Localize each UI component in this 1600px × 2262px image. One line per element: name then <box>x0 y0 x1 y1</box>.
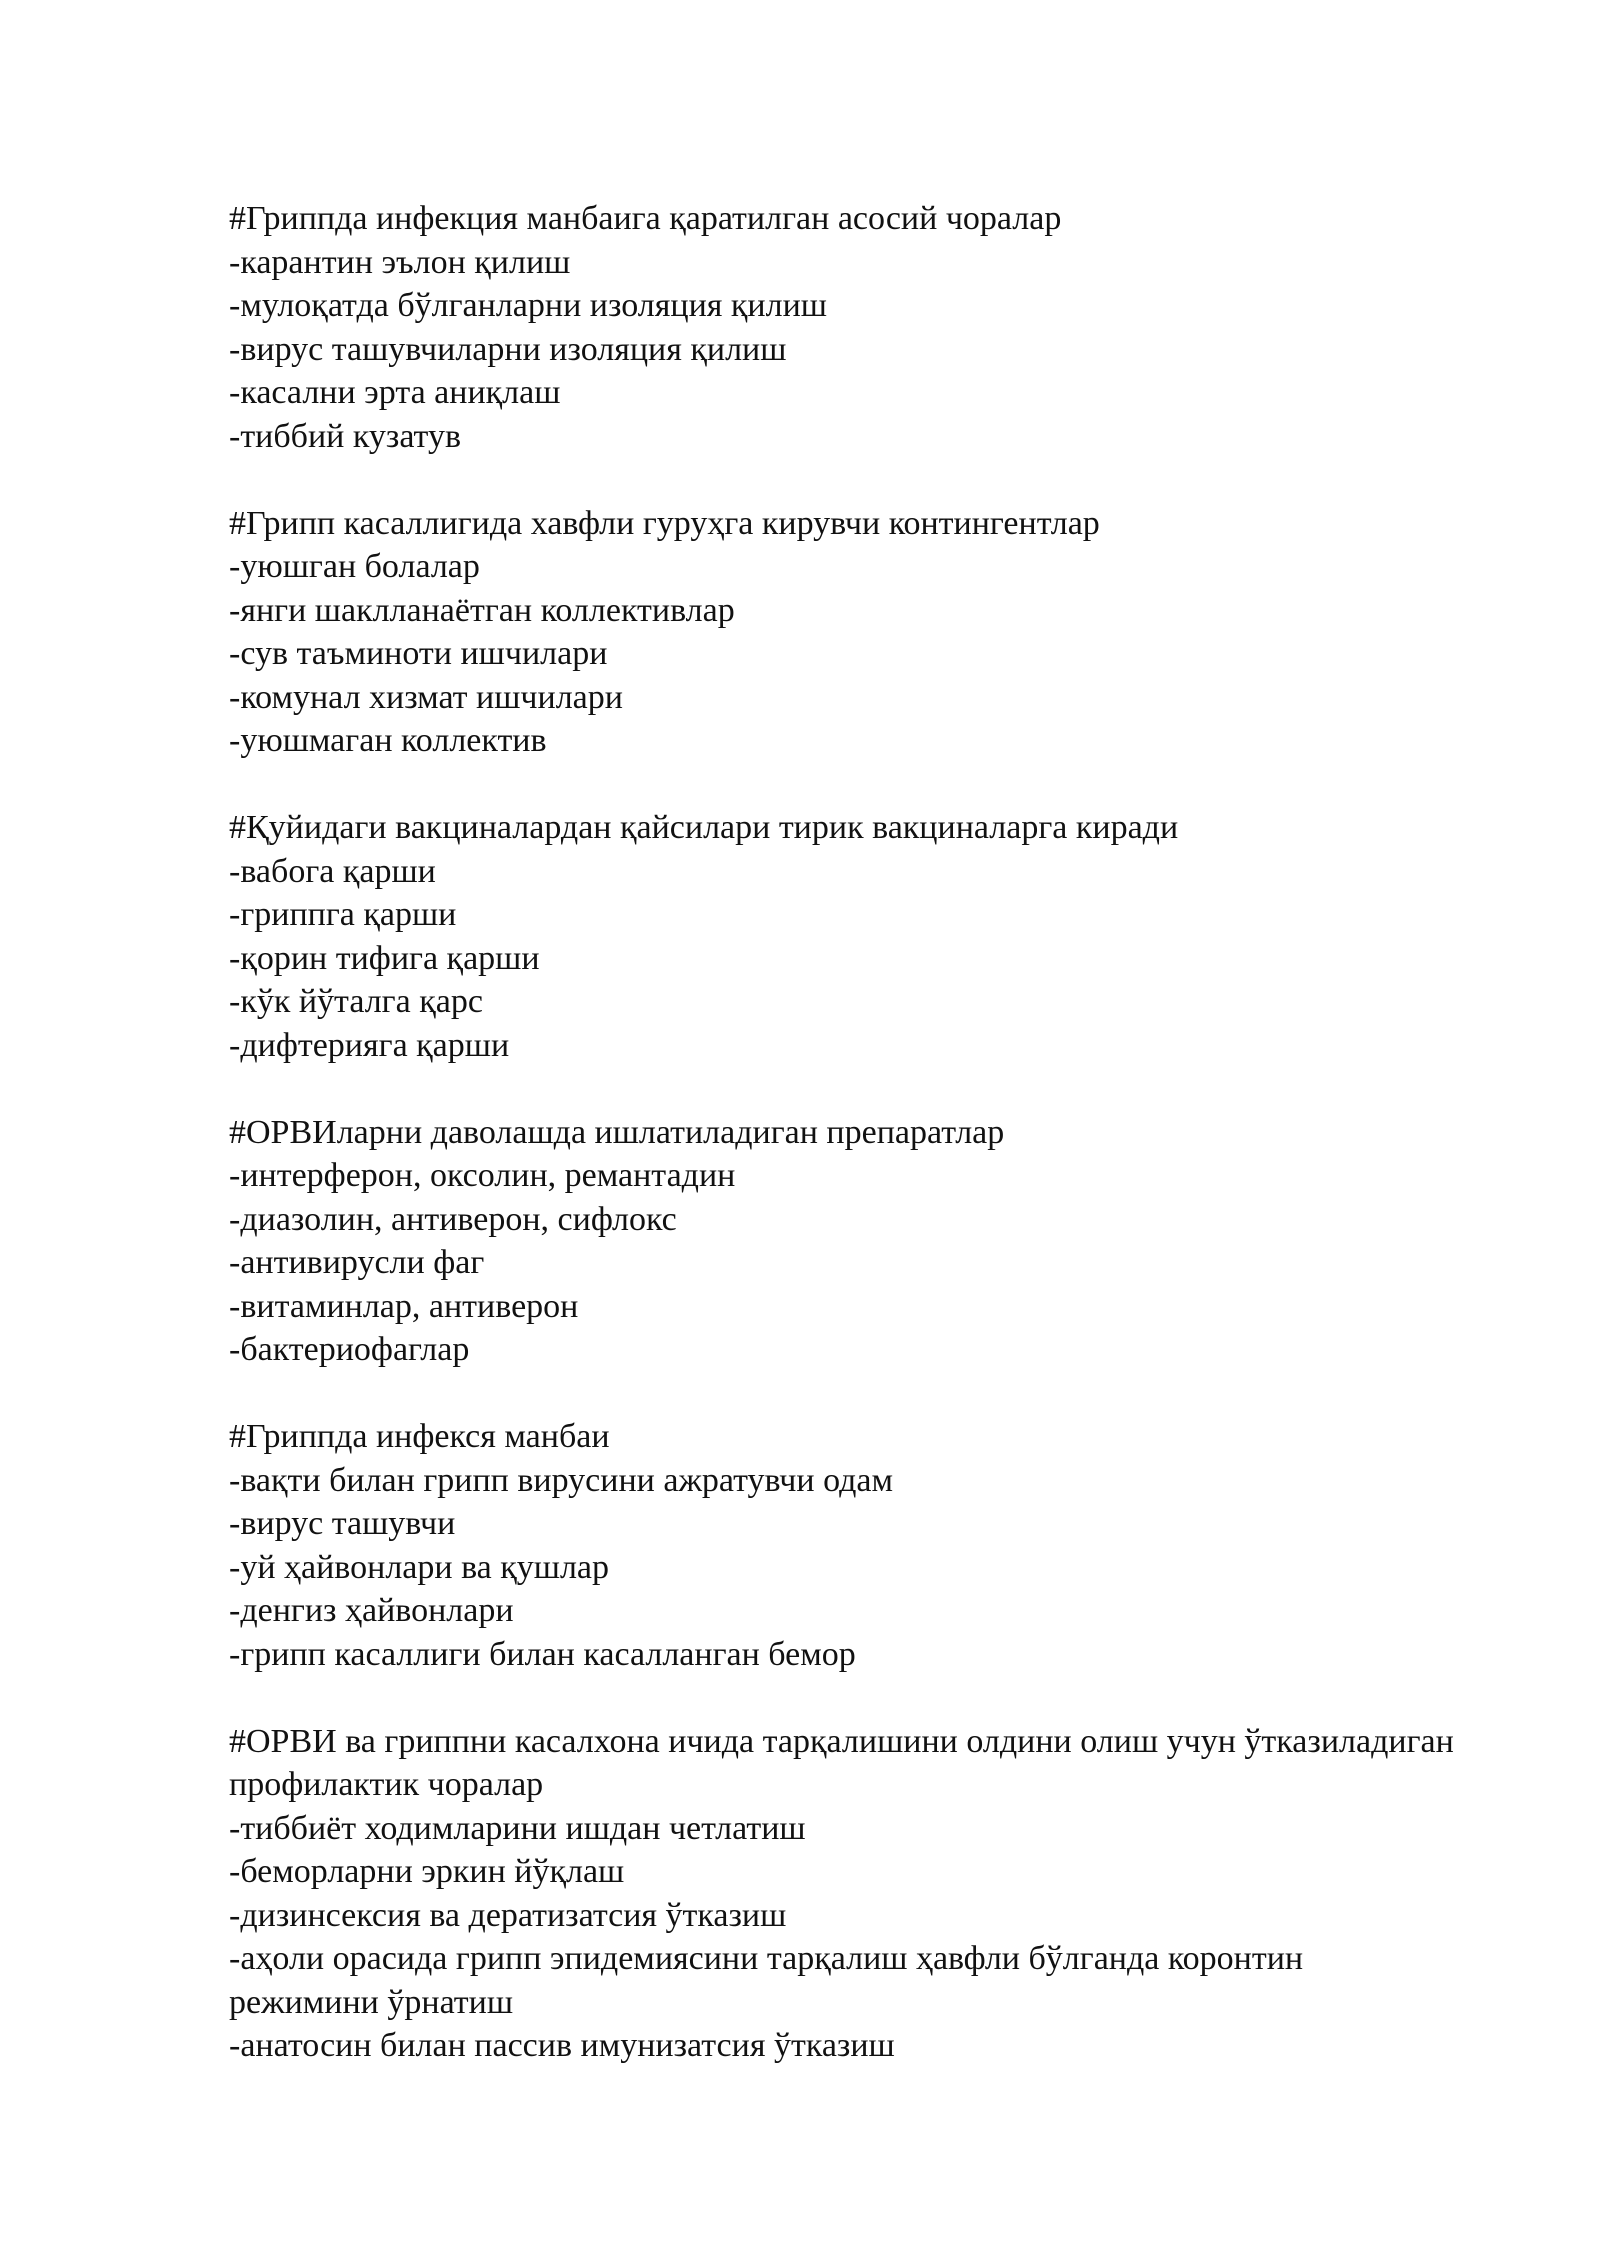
answer-option: -антивирусли фаг <box>229 1244 485 1281</box>
answer-option: -кўк йўталга қарс <box>229 983 483 1020</box>
question-title: #Гриппда инфекция манбаига қаратилган асосий чоралар <box>229 200 1062 237</box>
answer-option: -тиббиёт ходимларини ишдан четлатиш <box>229 1809 806 1847</box>
answer-option: -уй ҳайвонлари ва қушлар <box>229 1548 610 1586</box>
answer-option: -уюшмаган коллектив <box>229 722 547 759</box>
answer-option: -диазолин, антиверон, сифлокс <box>229 1200 677 1238</box>
answer-option: -уюшган болалар <box>229 548 480 585</box>
answer-option: -тиббий кузатув <box>229 417 462 455</box>
answer-option: -грипп касаллиги билан касалланган бемор <box>229 1635 856 1673</box>
answer-option: -вирус ташувчи <box>229 1505 456 1542</box>
answer-option: -аҳоли орасида грипп эпидемиясини тарқалиш ҳавфли бўлганда коронтин режимини ўрнатиш <box>229 1940 1304 2021</box>
answer-option: -беморларни эркин йўқлаш <box>229 1853 625 1890</box>
answer-option: -касални эрта аниқлаш <box>229 374 561 411</box>
answer-option: -дизинсексия ва дератизатсия ўтказиш <box>229 1896 787 1934</box>
question-block <box>229 806 1459 1067</box>
question-block <box>229 1111 1459 1372</box>
question-block <box>229 1415 1459 1676</box>
answer-option: -гриппга қарши <box>229 896 457 933</box>
answer-option: -вабога қарши <box>229 852 436 890</box>
answer-option: -анатосин билан пассив имунизатсия ўтказиш <box>229 2027 895 2064</box>
question-title: #Гриппда инфекся манбаи <box>229 1418 610 1455</box>
question-block <box>229 502 1459 763</box>
answer-option: -витаминлар, антиверон <box>229 1287 579 1325</box>
question-list <box>229 197 1459 2111</box>
answer-option: -сув таъминоти ишчилари <box>229 635 608 672</box>
answer-option: -комунал хизмат ишчилари <box>229 678 623 716</box>
question-title: #ОРВИларни даволашда ишлатиладиган препаратлар <box>229 1113 1005 1151</box>
answer-option: -қорин тифига қарши <box>229 939 540 977</box>
answer-option: -карантин эълон қилиш <box>229 243 571 281</box>
answer-option: -интерферон, оксолин, ремантадин <box>229 1157 736 1194</box>
answer-option: -бактериофаглар <box>229 1331 470 1368</box>
answer-option: -дифтерияга қарши <box>229 1026 510 1064</box>
answer-option: -мулоқатда бўлганларни изоляция қилиш <box>229 287 827 324</box>
answer-option: -янги шаклланаётган коллективлар <box>229 591 735 629</box>
question-title: #Грипп касаллигида хавфли гуруҳга кирувчи контингентлар <box>229 504 1100 542</box>
question-block <box>229 197 1459 458</box>
answer-option: -денгиз ҳайвонлари <box>229 1592 514 1629</box>
answer-option: -вақти билан грипп вирусини ажратувчи одам <box>229 1461 894 1499</box>
question-block <box>229 1720 1459 2068</box>
answer-option: -вирус ташувчиларни изоляция қилиш <box>229 330 787 368</box>
question-title: #ОРВИ ва гриппни касалхона ичида тарқалишини олдини олиш учун ўтказиладиган профилактик чоралар <box>229 1722 1454 1803</box>
question-title: #Қуйидаги вакциналардан қайсилари тирик вакциналарга киради <box>229 809 1179 846</box>
